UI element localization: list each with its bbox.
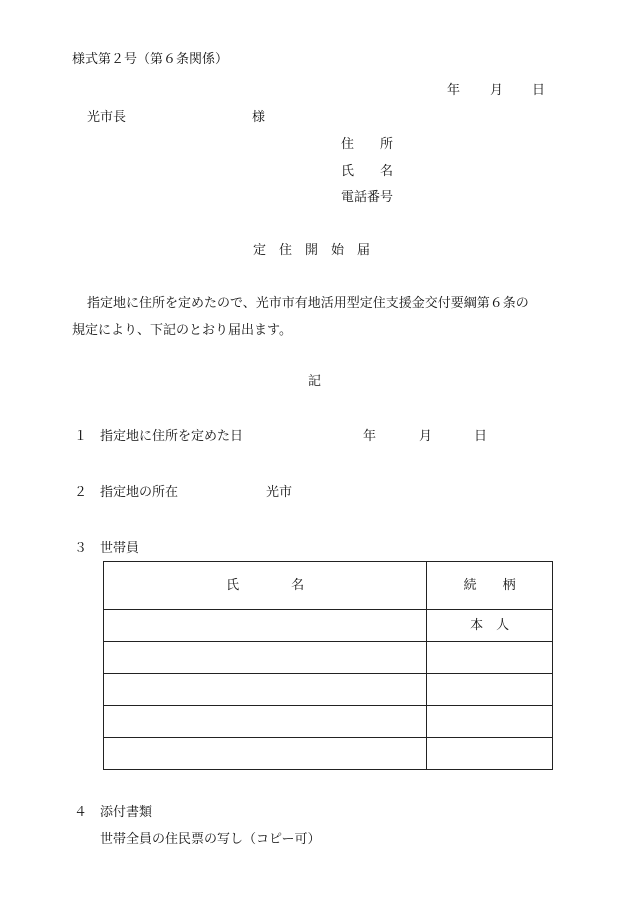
submission-date-year: 年 — [447, 83, 461, 98]
item-2-number: ２ — [74, 485, 88, 500]
member-name-cell[interactable] — [104, 642, 427, 674]
item-1-label: 指定地に住所を定めた日 — [100, 429, 244, 444]
table-row — [104, 706, 553, 738]
member-name-cell[interactable] — [104, 610, 427, 642]
ki-mark: 記 — [308, 374, 322, 389]
table-row — [104, 642, 553, 674]
item-1-year: 年 — [363, 429, 377, 444]
member-relation-cell[interactable] — [427, 706, 553, 738]
member-name-cell[interactable] — [104, 706, 427, 738]
header-name: 氏 名 — [104, 562, 427, 610]
member-relation-cell[interactable] — [427, 674, 553, 706]
header-relation: 続 柄 — [427, 562, 553, 610]
item-3-number: ３ — [74, 541, 88, 556]
item-1-month: 月 — [419, 429, 433, 444]
member-relation-cell[interactable] — [427, 642, 553, 674]
applicant-phone-label: 電話番号 — [341, 190, 394, 205]
intro-line-2: 規定により、下記のとおり届出ます。 — [72, 323, 292, 338]
form-label: 様式第２号（第６条関係） — [72, 52, 229, 67]
table-row — [104, 610, 553, 642]
table-header-row — [104, 562, 553, 610]
item-2-value: 光市 — [266, 485, 293, 500]
household-members-table — [103, 561, 553, 770]
submission-date-month: 月 — [490, 83, 504, 98]
member-relation-cell[interactable] — [427, 738, 553, 770]
addressee-honorific: 様 — [252, 110, 266, 125]
item-3-label: 世帯員 — [100, 541, 140, 556]
intro-line-1: 指定地に住所を定めたので、光市市有地活用型定住支援金交付要綱第６条の — [87, 296, 529, 311]
applicant-address-label: 住 所 — [341, 137, 394, 152]
document-title: 定 住 開 始 届 — [253, 243, 371, 258]
applicant-name-label: 氏 名 — [341, 164, 394, 179]
item-4-label: 添付書類 — [100, 805, 153, 820]
item-1-number: １ — [74, 429, 88, 444]
item-1-day: 日 — [474, 429, 488, 444]
item-2-label: 指定地の所在 — [100, 485, 179, 500]
table-row — [104, 674, 553, 706]
table-row — [104, 738, 553, 770]
submission-date-day: 日 — [532, 83, 546, 98]
member-relation-cell[interactable]: 本 人 — [427, 610, 553, 642]
addressee-title: 光市長 — [87, 110, 127, 125]
member-name-cell[interactable] — [104, 674, 427, 706]
member-name-cell[interactable] — [104, 738, 427, 770]
item-4-detail: 世帯全員の住民票の写し（コピー可） — [100, 832, 321, 847]
item-4-number: ４ — [74, 805, 88, 820]
